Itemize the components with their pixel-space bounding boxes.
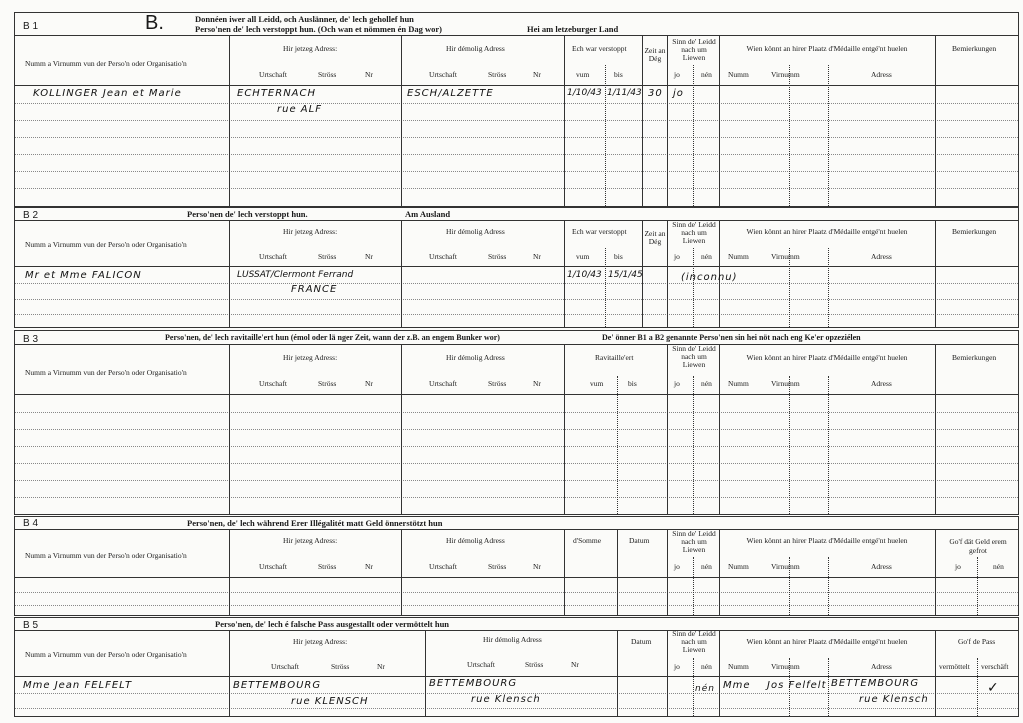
b5-not-alive: nén bbox=[695, 684, 715, 694]
sub-place: Urtschaft bbox=[429, 252, 457, 261]
sub-street: Ströss bbox=[318, 562, 337, 571]
col-remarks: Bemierkungen bbox=[952, 44, 997, 53]
sub-no: nén bbox=[701, 252, 712, 261]
sub-nr: Nr bbox=[365, 562, 373, 571]
col-sense: Sinn de' Leidd nach um Liewen bbox=[672, 220, 716, 245]
sub-address: Adress bbox=[871, 662, 892, 671]
col-time: Zeit an Dég bbox=[644, 46, 666, 63]
b5-name: Mme Jean FELFELT bbox=[23, 680, 133, 691]
sub-place: Urtschaft bbox=[429, 379, 457, 388]
section-title: Perso'nen de' lech verstoppt hun. bbox=[187, 209, 308, 219]
col-former-address: Hir démolig Adress bbox=[446, 536, 505, 545]
sub-place: Urtschaft bbox=[259, 252, 287, 261]
sub-fname: Virnumm bbox=[771, 252, 800, 261]
section-b5 bbox=[14, 617, 1019, 717]
sub-place: Urtschaft bbox=[259, 379, 287, 388]
col-name: Numm a Virnumm vun der Perso'n oder Organisatio'n bbox=[25, 650, 187, 659]
col-date: Datum bbox=[629, 536, 650, 545]
b1-current-street: rue ALF bbox=[277, 104, 322, 115]
sub-issued: vermöttelt bbox=[939, 662, 970, 671]
section-title: Perso'nen, de' lech ravitaille'ert hun (émol oder lä nger Zeit, wann der z.B. an engem Bunker wor) bbox=[165, 333, 500, 342]
sub-no: nén bbox=[701, 662, 712, 671]
sub-sname: Numm bbox=[728, 379, 749, 388]
sub-nr: Nr bbox=[533, 562, 541, 571]
b2-to: 15/1/45 bbox=[608, 270, 643, 280]
b5-current-place: BETTEMBOURG bbox=[233, 680, 322, 691]
b1-alive: jo bbox=[673, 88, 684, 99]
section-id: B 5 bbox=[23, 620, 39, 631]
b2-current-place: LUSSAT/Clermont Ferrand bbox=[237, 270, 354, 280]
sub-sname: Numm bbox=[728, 70, 749, 79]
col-remarks: Bemierkungen bbox=[952, 353, 997, 362]
sub-yes: jo bbox=[674, 379, 680, 388]
col-former-address: Hir démolig Adress bbox=[446, 44, 505, 53]
section-title: Perso'nen, de' lech é falsche Pass ausgestallt oder vermöttelt hun bbox=[215, 619, 450, 629]
sub-from: vum bbox=[576, 70, 590, 79]
sub-address: Adress bbox=[871, 379, 892, 388]
col-who: Wien könnt an hirer Plaatz d'Médaille entgé'nt huelen bbox=[746, 227, 908, 236]
section-id: B 2 bbox=[23, 210, 39, 221]
b5-current-street: rue KLENSCH bbox=[291, 696, 369, 707]
col-sense: Sinn de' Leidd nach um Liewen bbox=[672, 344, 716, 369]
section-id: B 3 bbox=[23, 334, 39, 345]
col-pass: Go'f de Pass bbox=[958, 637, 996, 646]
b5-who-firstname: Jos Felfelt bbox=[767, 680, 827, 691]
b2-note: (inconnu) bbox=[681, 272, 738, 283]
sub-place: Urtschaft bbox=[259, 70, 287, 79]
col-date: Datum bbox=[631, 637, 652, 646]
col-former-address: Hir démolig Adress bbox=[446, 227, 505, 236]
sub-no: nén bbox=[701, 379, 712, 388]
sub-nr: Nr bbox=[533, 379, 541, 388]
b5-who-name: Mme bbox=[723, 680, 751, 691]
header-land: Hei am letzeburger Land bbox=[527, 24, 619, 34]
section-land: Am Ausland bbox=[405, 209, 451, 219]
col-sense: Sinn de' Leidd nach um Liewen bbox=[672, 529, 716, 554]
section-b3 bbox=[14, 330, 1019, 515]
col-who: Wien könnt an hirer Plaatz d'Médaille entgé'nt huelen bbox=[746, 44, 908, 53]
sub-no: nén bbox=[993, 562, 1004, 571]
sub-yes: jo bbox=[674, 562, 680, 571]
col-hidden: Ech war verstoppt bbox=[572, 44, 627, 53]
sub-yes: jo bbox=[674, 662, 680, 671]
col-name: Numm a Virnumm vun der Perso'n oder Organisatio'n bbox=[25, 551, 187, 560]
b2-current-country: FRANCE bbox=[291, 284, 338, 295]
sub-nr: Nr bbox=[533, 70, 541, 79]
col-current-address: Hir jetzeg Adress: bbox=[283, 353, 338, 362]
sub-nr: Nr bbox=[533, 252, 541, 261]
sub-street: Ströss bbox=[318, 70, 337, 79]
col-time: Zeit an Dég bbox=[644, 229, 666, 246]
b2-from: 1/10/43 bbox=[567, 270, 602, 280]
col-supplied: Ravitaille'ert bbox=[595, 353, 634, 362]
sub-street: Ströss bbox=[488, 252, 507, 261]
form-letter: B. bbox=[145, 12, 164, 34]
sub-from: vum bbox=[576, 252, 590, 261]
section-title: Perso'nen, de' lech während Erer Illégalitét matt Geld önnerstötzt hun bbox=[187, 518, 443, 528]
sub-to: bis bbox=[614, 70, 623, 79]
col-sense: Sinn de' Leidd nach um Liewen bbox=[672, 629, 716, 654]
section-note: De' önner B1 a B2 genannte Perso'nen sin hei nöt nach eng Ke'er opzeziélen bbox=[602, 333, 861, 342]
section-b1 bbox=[14, 12, 1019, 207]
sub-nr: Nr bbox=[365, 70, 373, 79]
sub-yes: jo bbox=[674, 252, 680, 261]
sub-place: Urtschaft bbox=[429, 70, 457, 79]
sub-fname: Virnumm bbox=[771, 662, 800, 671]
sub-from: vum bbox=[590, 379, 604, 388]
header-line-1: Donnéen iwer all Leidd, och Auslänner, de' lech gehollef hun bbox=[195, 14, 414, 24]
col-current-address: Hir jetzeg Adress: bbox=[283, 536, 338, 545]
section-id: B 1 bbox=[23, 21, 39, 32]
sub-made: verschäft bbox=[981, 662, 1009, 671]
sub-nr: Nr bbox=[571, 660, 579, 669]
b5-former-street: rue Klensch bbox=[471, 694, 541, 705]
sub-yes: jo bbox=[674, 70, 680, 79]
b5-check-mark: ✓ bbox=[987, 680, 1000, 696]
sub-address: Adress bbox=[871, 562, 892, 571]
b1-name: KOLLINGER Jean et Marie bbox=[33, 88, 182, 99]
sub-no: nén bbox=[701, 70, 712, 79]
section-b2 bbox=[14, 207, 1019, 328]
col-former-address: Hir démolig Adress bbox=[483, 635, 542, 644]
sub-sname: Numm bbox=[728, 562, 749, 571]
col-remarks: Bemierkungen bbox=[952, 227, 997, 236]
b1-former-place: ESCH/ALZETTE bbox=[407, 88, 494, 99]
sub-street: Ströss bbox=[331, 662, 350, 671]
header-line-2: Perso'nen de' lech verstoppt hun. (Och wan et nömmen én Dag wor) bbox=[195, 24, 442, 34]
b1-days: 30 bbox=[648, 88, 663, 99]
col-money: Go'f dät Geld erem gefrot bbox=[949, 537, 1007, 555]
col-who: Wien könnt an hirer Plaatz d'Médaille entgé'nt huelen bbox=[746, 637, 908, 646]
sub-place: Urtschaft bbox=[429, 562, 457, 571]
b1-to: 1/11/43 bbox=[607, 88, 642, 98]
sub-no: nén bbox=[701, 562, 712, 571]
sub-fname: Virnumm bbox=[771, 70, 800, 79]
sub-nr: Nr bbox=[365, 252, 373, 261]
sub-nr: Nr bbox=[365, 379, 373, 388]
col-former-address: Hir démolig Adress bbox=[446, 353, 505, 362]
sub-nr: Nr bbox=[377, 662, 385, 671]
sub-street: Ströss bbox=[488, 70, 507, 79]
col-who: Wien könnt an hirer Plaatz d'Médaille entgé'nt huelen bbox=[746, 536, 908, 545]
sub-yes: jo bbox=[955, 562, 961, 571]
sub-sname: Numm bbox=[728, 662, 749, 671]
sub-fname: Virnumm bbox=[771, 562, 800, 571]
sub-address: Adress bbox=[871, 70, 892, 79]
col-hidden: Ech war verstoppt bbox=[572, 227, 627, 236]
col-name: Numm a Virnumm vun der Perso'n oder Organisatio'n bbox=[25, 59, 187, 68]
section-id: B 4 bbox=[23, 518, 39, 529]
sub-address: Adress bbox=[871, 252, 892, 261]
sub-sname: Numm bbox=[728, 252, 749, 261]
b5-who-street: rue Klensch bbox=[859, 694, 929, 705]
col-current-address: Hir jetzeg Adress: bbox=[293, 637, 348, 646]
sub-fname: Virnumm bbox=[771, 379, 800, 388]
sub-place: Urtschaft bbox=[259, 562, 287, 571]
sub-place: Urtschaft bbox=[467, 660, 495, 669]
b5-former-place: BETTEMBOURG bbox=[429, 678, 518, 689]
col-name: Numm a Virnumm vun der Perso'n oder Organisatio'n bbox=[25, 368, 187, 377]
sub-street: Ströss bbox=[525, 660, 544, 669]
b2-name: Mr et Mme FALICON bbox=[25, 270, 142, 281]
sub-street: Ströss bbox=[488, 379, 507, 388]
sub-street: Ströss bbox=[318, 379, 337, 388]
sub-to: bis bbox=[628, 379, 637, 388]
sub-street: Ströss bbox=[318, 252, 337, 261]
sub-to: bis bbox=[614, 252, 623, 261]
sub-place: Urtschaft bbox=[271, 662, 299, 671]
col-sum: d'Somme bbox=[573, 536, 602, 545]
col-who: Wien könnt an hirer Plaatz d'Médaille entgé'nt huelen bbox=[746, 353, 908, 362]
col-current-address: Hir jetzeg Adress: bbox=[283, 227, 338, 236]
b1-current-place: ECHTERNACH bbox=[237, 88, 317, 99]
col-current-address: Hir jetzeg Adress: bbox=[283, 44, 338, 53]
col-name: Numm a Virnumm vun der Perso'n oder Organisatio'n bbox=[25, 240, 187, 249]
col-sense: Sinn de' Leidd nach um Liewen bbox=[672, 37, 716, 62]
b1-from: 1/10/43 bbox=[567, 88, 602, 98]
b5-who-address: BETTEMBOURG bbox=[831, 678, 920, 689]
sub-street: Ströss bbox=[488, 562, 507, 571]
section-b4 bbox=[14, 516, 1019, 616]
